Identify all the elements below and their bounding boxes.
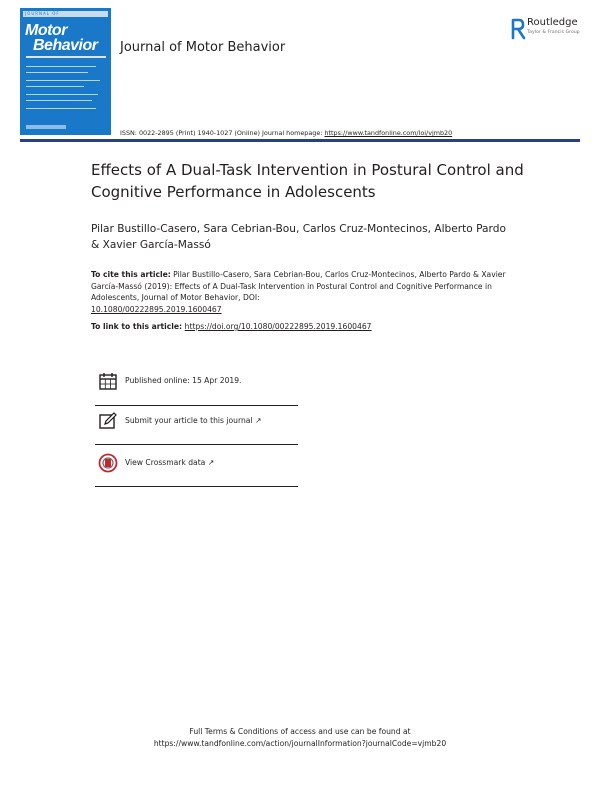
section-divider [95,444,298,445]
article-link-line [91,322,511,331]
header-divider [20,139,580,142]
cover-title-line1: Motor [25,22,67,39]
cover-text-line [26,66,96,67]
edit-document-icon [98,411,118,431]
cover-text-line [26,108,96,109]
cover-text-line [26,72,88,73]
section-divider [95,405,298,406]
journal-cover-image [20,8,111,135]
footer-terms-url[interactable]: https://www.tandfonline.com/action/journalInformation?journalCode=vjmb20 [153,739,447,748]
cover-text-line [26,94,98,95]
cite-doi-link[interactable]: 10.1080/00222895.2019.1600467 [91,304,222,314]
citation-block [91,269,511,315]
crossmark-icon [98,453,118,473]
cover-subtitle-bar [26,56,106,58]
footer-terms-text: Full Terms & Conditions of access and use can be found at [189,727,411,736]
published-row [98,371,298,393]
submit-article-link[interactable]: Submit your article to this journal ↗ [125,416,262,425]
section-divider [95,486,298,487]
article-authors: Pilar Bustillo-Casero, Sara Cebrian-Bou, Carlos Cruz-Montecinos, Alberto Pardo & Xavier García-Massó [91,223,506,251]
journal-homepage-link[interactable]: https://www.tandfonline.com/loi/vjmb20 [324,129,453,137]
external-link-icon: ↗ [207,458,215,467]
link-label: To link to this article: [91,322,185,331]
published-date: Published online: 15 Apr 2019. [125,376,242,385]
cite-label: To cite this article: [91,270,171,279]
issn-text: ISSN: 0022-2895 (Print) 1940-1027 (Online) Journal homepage: [120,129,325,137]
submit-article-row[interactable] [98,411,298,433]
publisher-name: Routledge [527,17,578,28]
cite-text: Pilar Bustillo-Casero, Sara Cebrian-Bou, Carlos Cruz-Montecinos, Alberto Pardo & Xavier García-Massó (2019): Effects of A Dual-Task Intervention in Postural Control and Cognitive Performance in Adolescents, Journal of Motor Behavior, DOI: [91,270,506,302]
cover-footer-mark [26,125,66,129]
crossmark-link[interactable]: View Crossmark data ↗ [125,458,215,467]
page-footer [0,726,600,750]
cover-title-line2: Behavior [33,37,98,54]
calendar-icon [98,371,118,391]
external-link-icon: ↗ [254,416,262,425]
article-doi-link[interactable]: https://doi.org/10.1080/00222895.2019.1600467 [184,322,372,331]
cover-text-line [26,86,84,87]
cover-text-line [26,100,92,101]
article-title: Effects of A Dual-Task Intervention in Postural Control and Cognitive Performance in Adolescents [91,161,524,201]
publisher-tagline: Taylor & Francis Group [527,30,580,35]
cover-banner: JOURNAL OF [23,11,108,17]
cover-text-line [26,80,100,81]
issn-line [120,129,452,137]
journal-title: Journal of Motor Behavior [120,40,286,55]
crossmark-row[interactable] [98,453,298,475]
